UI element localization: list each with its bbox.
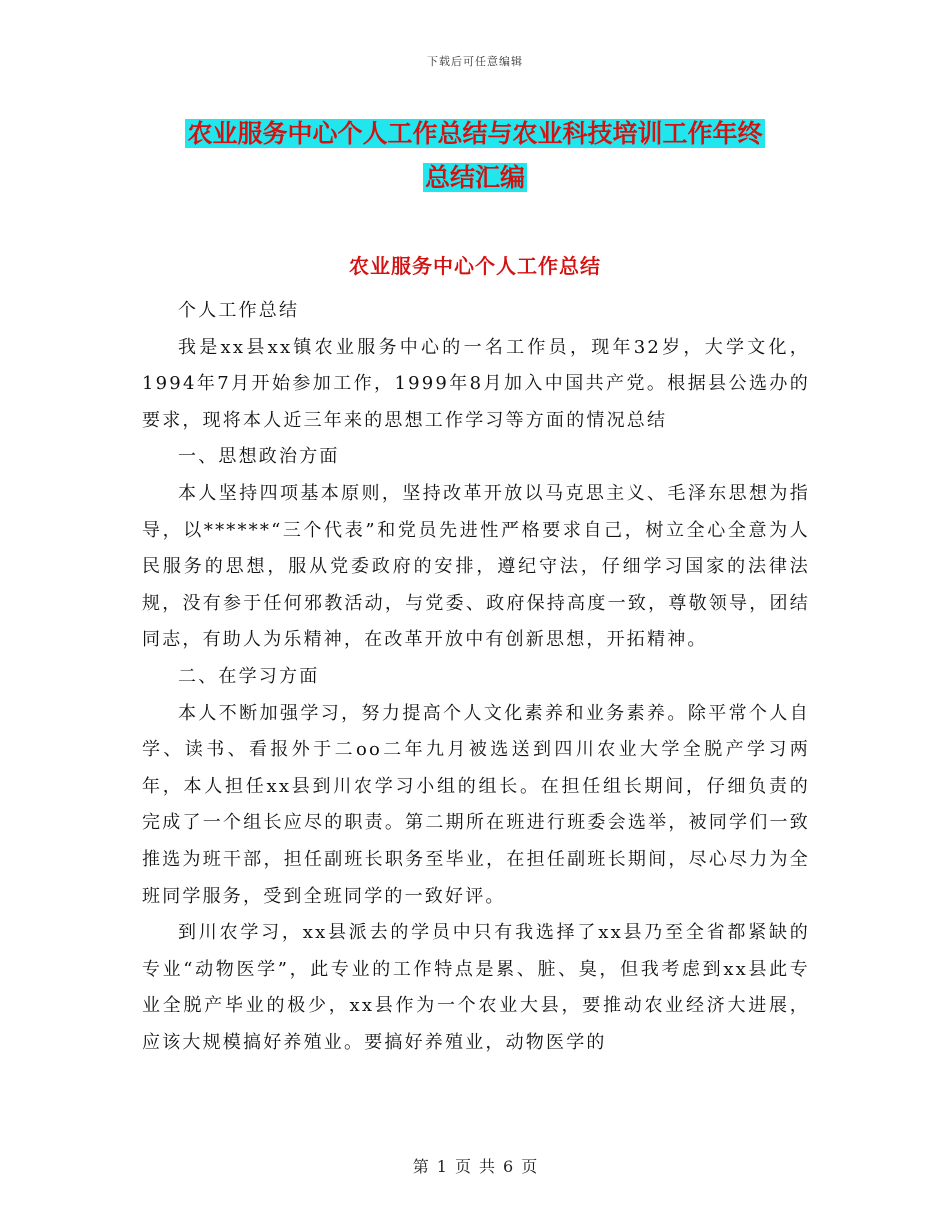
- document-title-line2: 总结汇编: [424, 163, 525, 192]
- paragraph-politics: 本人坚持四项基本原则，坚持改革开放以马克思主义、毛泽东思想为指导，以******“三个代表”和党员先进性严格要求自己，树立全心全意为人民服务的思想，服从党委政府的安排，遵纪守法，仔细学习国家的法律法规，没有参于任何邪教活动，与党委、政府保持高度一致，尊敬领导，团结同志，有助人为乐精神，在改革开放中有创新思想，开拓精神。: [142, 482, 810, 651]
- paragraph-intro: 我是xx县xx镇农业服务中心的一名工作员，现年32岁，大学文化，1994年7月开始参加工作，1999年8月加入中国共产党。根据县公选办的要求，现将本人近三年来的思想工作学习等方面的情况总结: [142, 336, 810, 431]
- footer-total-prefix: 共: [479, 1157, 496, 1176]
- header-note: 下载后可任意编辑: [427, 55, 523, 68]
- footer-suffix: 页: [521, 1157, 538, 1176]
- paragraph-heading-study: 二、在学习方面: [178, 665, 320, 687]
- paragraph-major: 到川农学习，xx县派去的学员中只有我选择了xx县乃至全省都紧缺的专业“动物医学”，此专业的工作特点是累、脏、臭，但我考虑到xx县此专业全脱产毕业的极少，xx县作为一个农业大县，要推动农业经济大进展，应该大规模搞好养殖业。要搞好养殖业，动物医学的: [142, 922, 810, 1053]
- section-title: 农业服务中心个人工作总结: [349, 254, 601, 278]
- paragraph-study: 本人不断加强学习，努力提高个人文化素养和业务素养。除平常个人自学、读书、看报外于二oo二年九月被选送到四川农业大学全脱产学习两年，本人担任xx县到川农学习小组的组长。在担任组长期间，仔细负责的完成了一个组长应尽的职责。第二期所在班进行班委会选举，被同学们一致推选为班干部，担任副班长职务至毕业，在担任副班长期间，尽心尽力为全班同学服务，受到全班同学的一致好评。: [142, 702, 810, 907]
- paragraph-subtitle: 个人工作总结: [178, 300, 300, 321]
- document-title: [140, 112, 810, 200]
- paragraph-heading-politics: 一、思想政治方面: [178, 446, 340, 468]
- footer-page-number: 1: [436, 1157, 447, 1176]
- page-footer: [0, 1154, 950, 1177]
- footer-total-pages: 6: [503, 1157, 514, 1176]
- document-title-line1: 农业服务中心个人工作总结与农业科技培训工作年终: [187, 119, 763, 148]
- footer-prefix: 第: [412, 1157, 429, 1176]
- document-body: [142, 293, 810, 1061]
- footer-page-word: 页: [454, 1157, 471, 1176]
